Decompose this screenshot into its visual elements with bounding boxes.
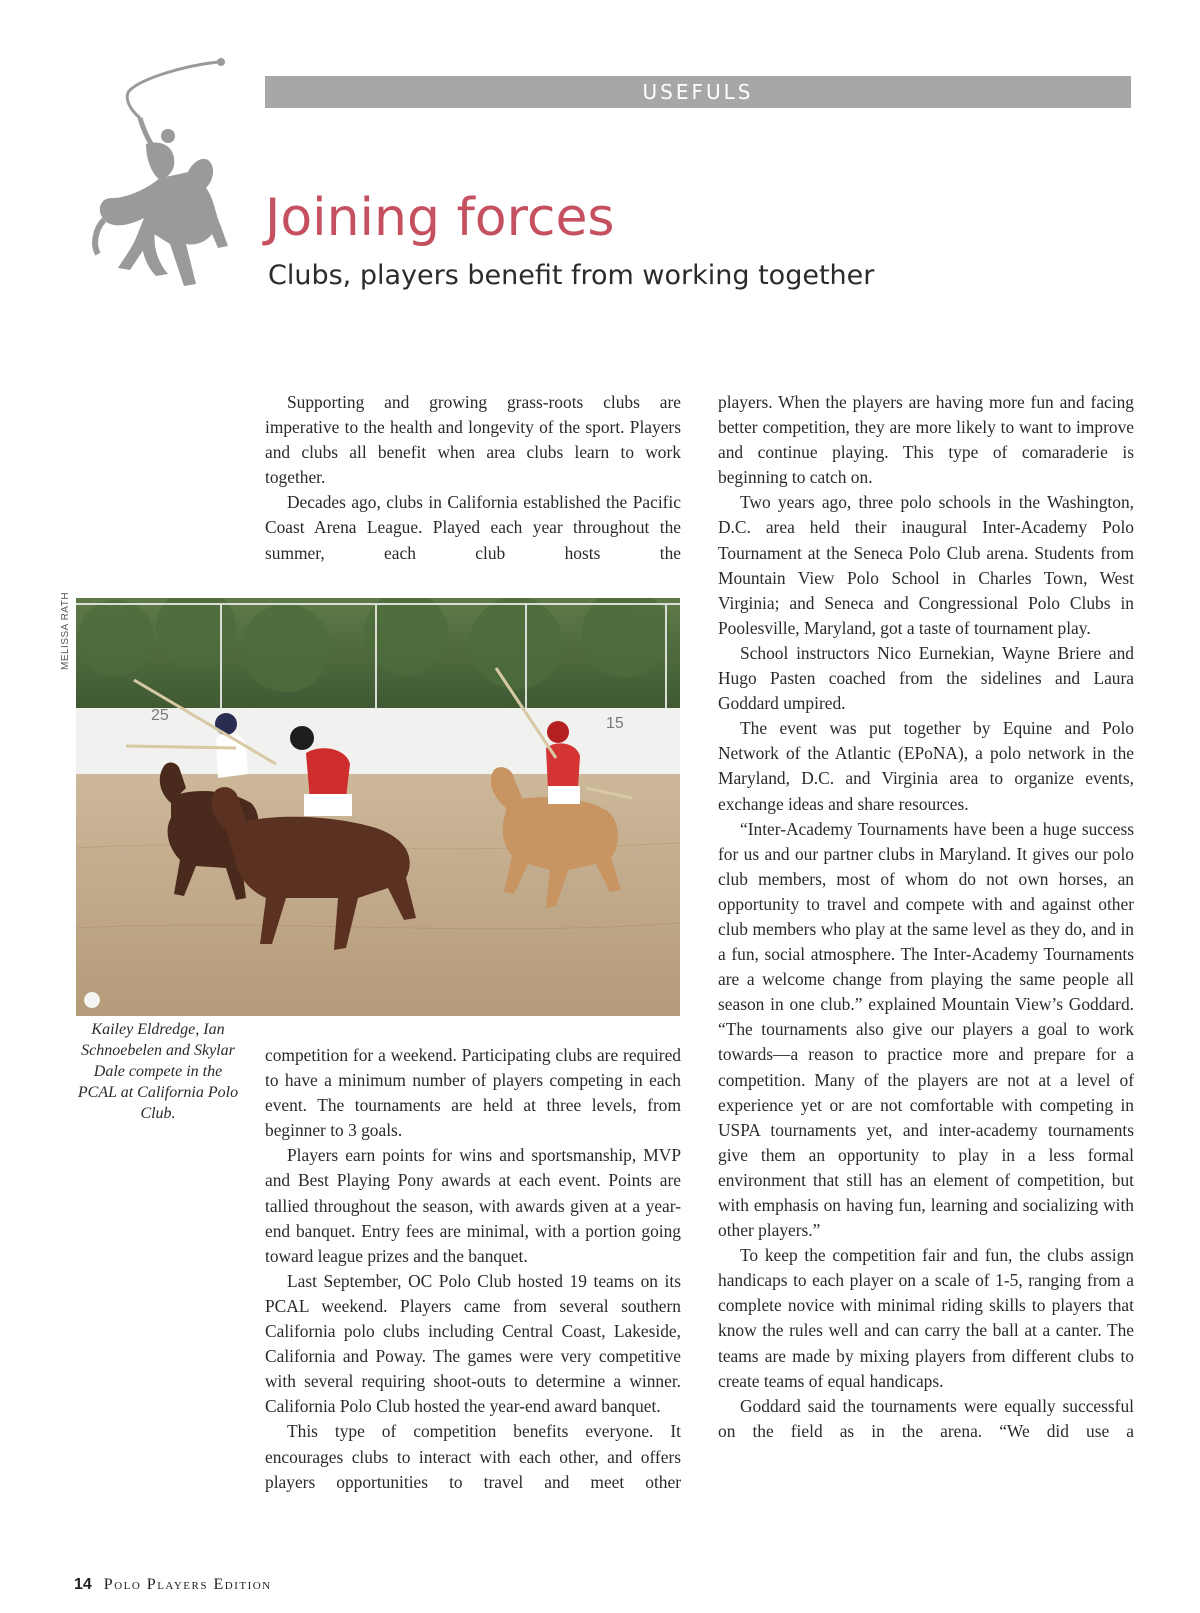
- paragraph: This type of competition benefits everyone. It encourages clubs to interact with each other, and offers players opportunities to travel and meet other: [265, 1421, 681, 1492]
- paragraph: Two years ago, three polo schools in the Washington, D.C. area held their inaugural Inter-Academy Polo Tournament at the Seneca Polo Club arena. Students from Mountain View Polo School in Charles Town, West Virginia; and Seneca and Congressional Polo Clubs in Poolesville, Maryland, got a taste of tournament play.: [718, 492, 1134, 638]
- section-label: USEFULS: [265, 76, 1131, 108]
- paragraph: Last September, OC Polo Club hosted 19 teams on its PCAL weekend. Players came from several southern California polo clubs including Central Coast, Lakeside, California and Poway. The games were very competitive with several requiring shoot-outs to determine a winner. California Polo Club hosted the year-end award banquet.: [265, 1270, 681, 1417]
- paragraph: players. When the players are having more fun and facing better competition, they are more likely to want to improve and continue playing. This type of comaraderie is beginning to catch on.: [718, 392, 1134, 488]
- photo-credit: MELISSA RATH: [60, 591, 71, 670]
- paragraph: competition for a weekend. Participating clubs are required to have a minimum number of players competing in each event. The tournaments are held at three levels, from beginner to 3 goals.: [265, 1045, 681, 1141]
- wall-number: 25: [151, 707, 169, 724]
- wall-number: 15: [606, 715, 624, 732]
- page-footer: [74, 1576, 272, 1594]
- polo-player-logo: [88, 48, 238, 306]
- paragraph: The event was put together by Equine and Polo Network of the Atlantic (EPoNA), a polo network in the Maryland, D.C. and Virginia area to organize events, exchange ideas and share resources.: [718, 718, 1134, 814]
- paragraph: School instructors Nico Eurnekian, Wayne Briere and Hugo Pasten coached from the sidelines and Laura Goddard umpired.: [718, 642, 1134, 714]
- deck-subtitle: Clubs, players benefit from working together: [268, 260, 875, 291]
- paragraph: Goddard said the tournaments were equally successful on the field as in the arena. “We did use a: [718, 1395, 1134, 1441]
- photo-caption: Kailey Eldredge, Ian Schnoebelen and Skylar Dale compete in the PCAL at California Polo Club.: [77, 1021, 239, 1122]
- page-number: 14: [74, 1576, 92, 1593]
- polo-match-photo: [76, 598, 680, 1016]
- headline: Joining forces: [265, 188, 615, 248]
- paragraph: Players earn points for wins and sportsmanship, MVP and Best Playing Pony awards at each event. Points are tallied throughout the season, with awards given at a year-end banquet. Entry fees are minimal, with a portion going toward league prizes and the banquet.: [265, 1145, 681, 1266]
- paragraph: “Inter-Academy Tournaments have been a huge success for us and our partner clubs in Maryland. It gives our polo club members, most of whom do not own horses, an opportunity to travel and compete with and against other club members who play at the same level as they do, and in a fun, social atmosphere. The Inter-Academy Tournaments are a welcome change from playing the same people all season in one club.” explained Mountain View’s Goddard. “The tournaments also give our players a goal to work towards—a reason to practice more and prepare for a competition. Many of the players are not at a level of experience yet or are not comfortable with competing in USPA tournaments yet, and inter-academy tournaments give them an opportunity to play in a less formal environment that still has an element of competition, but with emphasis on having fun, learning and socializing with other players.”: [718, 818, 1134, 1241]
- publication-name: Polo Players Edition: [103, 1576, 272, 1593]
- article-column-1-top: [265, 390, 681, 566]
- article-column-2: [718, 390, 1134, 1444]
- paragraph: To keep the competition fair and fun, the clubs assign handicaps to each player on a scale of 1-5, ranging from a complete novice with minimal riding skills to players that know the rules well and can carry the ball at a canter. The teams are made by mixing players from different clubs to create teams of equal handicaps.: [718, 1245, 1134, 1391]
- article-column-1-bottom: [265, 1043, 681, 1495]
- paragraph: Supporting and growing grass-roots clubs are imperative to the health and longevity of the sport. Players and clubs all benefit when area clubs learn to work together.: [265, 392, 681, 488]
- paragraph: Decades ago, clubs in California established the Pacific Coast Arena League. Played each year throughout the summer, each club hosts the: [265, 492, 681, 563]
